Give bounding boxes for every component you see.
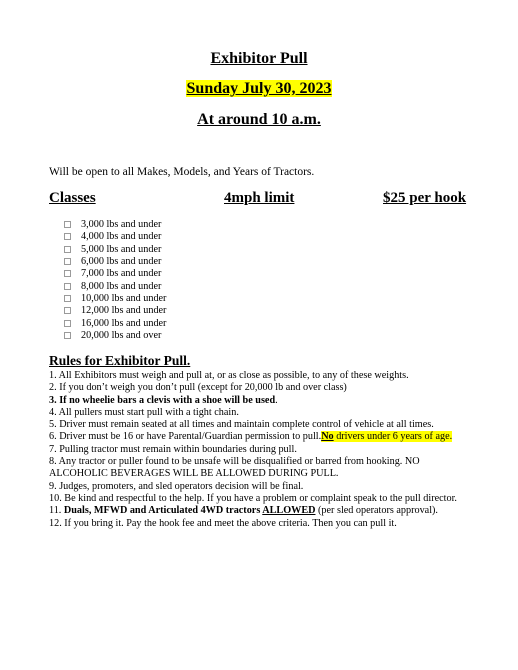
price-heading: $25 per hook <box>383 190 467 206</box>
checkbox-icon <box>64 320 71 327</box>
rule-5: 5. Driver must remain seated at all times and maintain complete control of vehicle at all times. <box>49 419 434 431</box>
checkbox-icon <box>64 283 71 290</box>
rule-1: 1. All Exhibitors must weigh and pull at, or as close as possible, to any of these weights. <box>49 370 409 381</box>
classes-heading: Classes <box>49 190 96 206</box>
list-item: 20,000 lbs and over <box>64 330 166 342</box>
checkbox-icon <box>64 332 71 339</box>
list-item: 3,000 lbs and under <box>64 219 166 231</box>
checkbox-icon <box>64 233 71 240</box>
list-item: 7,000 lbs and under <box>64 268 166 280</box>
list-item: 10,000 lbs and under <box>64 293 166 305</box>
weight-class-list <box>64 219 166 342</box>
intro-text: Will be open to all Makes, Models, and Years of Tractors. <box>49 166 315 178</box>
rule-11: 11. Duals, MFWD and Articulated 4WD tractors ALLOWED (per sled operators approval). <box>49 505 438 517</box>
checkbox-icon <box>64 307 71 314</box>
list-item: 4,000 lbs and under <box>64 231 166 243</box>
rule-9: 9. Judges, promoters, and sled operators decision will be final. <box>49 480 304 492</box>
rule-7: 7. Pulling tractor must remain within boundaries during pull. <box>49 443 297 455</box>
checkbox-icon <box>64 295 71 302</box>
speed-limit-heading: 4mph limit <box>224 190 295 206</box>
rule-10: 10. Be kind and respectful to the help. If you have a problem or complaint speak to the pull director. <box>49 492 457 504</box>
list-item: 8,000 lbs and under <box>64 281 166 293</box>
list-item: 12,000 lbs and under <box>64 305 166 317</box>
event-time: At around 10 a.m. <box>197 111 321 128</box>
checkbox-icon <box>64 221 71 228</box>
rule-4: 4. All pullers must start pull with a tight chain. <box>49 406 239 418</box>
checkbox-icon <box>64 246 71 253</box>
rule-2: 2. If you don’t weigh you don’t pull (except for 20,000 lb and over class) <box>49 382 347 394</box>
checkbox-icon <box>64 258 71 265</box>
rule-12: 12. If you bring it. Pay the hook fee and meet the above criteria. Then you can pull it. <box>49 517 397 529</box>
rules-list <box>49 370 509 530</box>
list-item: 16,000 lbs and under <box>64 318 166 330</box>
list-item: 6,000 lbs and under <box>64 256 166 268</box>
rule-6: 6. Driver must be 16 or have Parental/Guardian permission to pull.No drivers under 6 years of age. <box>49 431 453 443</box>
list-item: 5,000 lbs and under <box>64 244 166 256</box>
rules-heading: Rules for Exhibitor Pull. <box>49 353 191 368</box>
rule-8-line-1: 8. Any tractor or puller found to be unsafe will be disqualified or barred from hooking. NO <box>49 456 420 468</box>
event-title: Exhibitor Pull <box>210 50 308 67</box>
rule-3: 3. If no wheelie bars a clevis with a shoe will be used. <box>49 394 278 406</box>
rule-8-line-2: ALCOHOLIC BEVERAGES WILL BE ALLOWED DURING PULL. <box>49 468 339 480</box>
event-date: Sunday July 30, 2023 <box>186 80 332 97</box>
checkbox-icon <box>64 270 71 277</box>
